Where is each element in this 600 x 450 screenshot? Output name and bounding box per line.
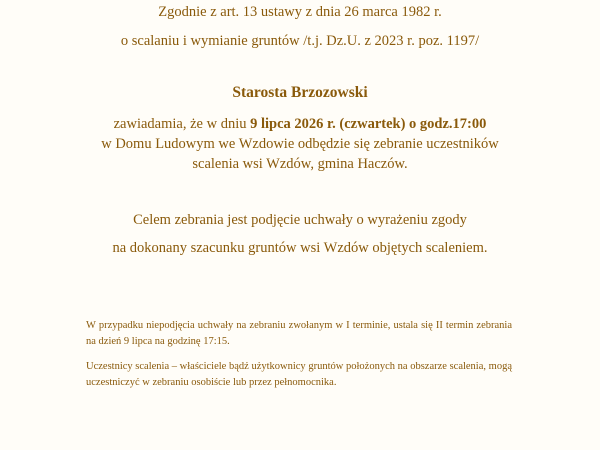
notice-line-1 bbox=[0, 116, 600, 133]
legal-basis-line-2: o scalaniu i wymianie gruntów /t.j. Dz.U. z 2023 r. poz. 1197/ bbox=[120, 33, 480, 49]
meeting-purpose-line-2: na dokonany szacunku gruntów wsi Wzdów objętych scaleniem. bbox=[112, 240, 488, 256]
meeting-purpose-line-1: Celem zebrania jest podjęcie uchwały o wyrażeniu zgody bbox=[133, 212, 467, 228]
notice-intro: zawiadamia, że w dniu bbox=[113, 116, 251, 132]
meeting-date-time: 9 lipca 2026 r. (czwartek) o godz.17:00 bbox=[250, 116, 487, 132]
notice-line-3: scalenia wsi Wzdów, gmina Haczów. bbox=[192, 156, 408, 172]
participants-note: Uczestnicy scalenia – właściciele bądź użytkownicy gruntów położonych na obszarze scalenia, mogą uczestniczyć w zebraniu osobiście lub przez pełnomocnika. bbox=[86, 361, 512, 388]
issuer-title: Starosta Brzozowski bbox=[232, 84, 368, 101]
notice-line-2: w Domu Ludowym we Wzdowie odbędzie się zebranie uczestników bbox=[101, 136, 499, 152]
legal-basis-line-1: Zgodnie z art. 13 ustawy z dnia 26 marca 1982 r. bbox=[158, 4, 442, 20]
second-term-note: W przypadku niepodjęcia uchwały na zebraniu zwołanym w I terminie, ustala się II termin zebrania na dzień 9 lipca na godzinę 17:15. bbox=[86, 320, 512, 347]
